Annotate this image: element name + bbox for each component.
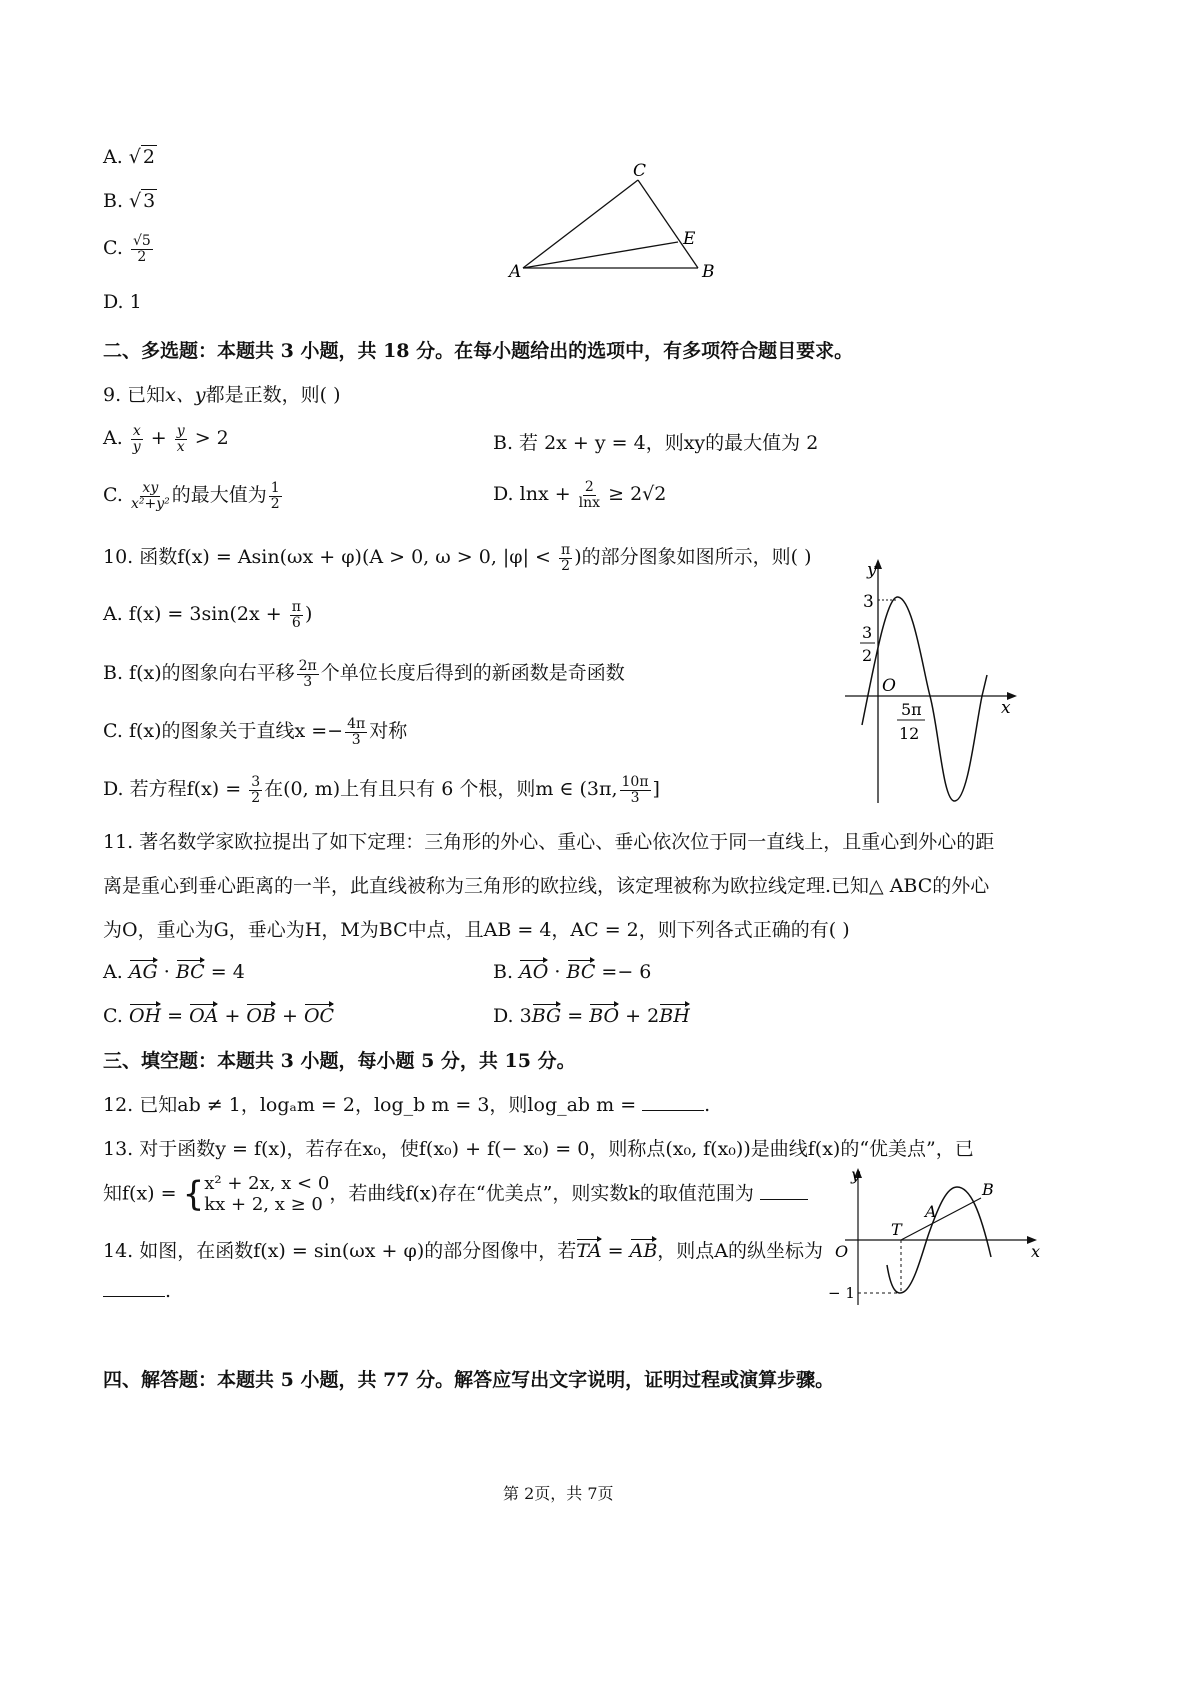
label-a: A bbox=[925, 1202, 937, 1221]
option-text: B. f(x)的图象向右平移 bbox=[103, 662, 295, 684]
q10-option-c bbox=[103, 716, 407, 747]
vector: OC bbox=[303, 1005, 335, 1027]
case-1: x² + 2x, x < 0 bbox=[204, 1173, 330, 1194]
frac-num: π bbox=[291, 599, 301, 615]
frac-den: 2 bbox=[270, 495, 280, 512]
origin-label: O bbox=[835, 1242, 849, 1261]
y-label: y bbox=[851, 1165, 861, 1184]
q12 bbox=[103, 1090, 710, 1117]
fraction bbox=[620, 775, 651, 805]
frac-den: 2 bbox=[561, 557, 571, 574]
vector: OA bbox=[189, 1005, 219, 1027]
sine-curve bbox=[862, 597, 987, 801]
option-text: 对称 bbox=[369, 720, 408, 742]
option-label: C. bbox=[103, 1005, 123, 1027]
side-cb bbox=[638, 180, 698, 268]
fraction bbox=[345, 717, 367, 747]
y-label: y bbox=[867, 560, 877, 580]
frac-num: 10π bbox=[621, 773, 649, 790]
vector: AB bbox=[629, 1240, 658, 1262]
frac-num: xy bbox=[142, 479, 159, 496]
frac-num: 3 bbox=[251, 773, 261, 790]
answer-blank[interactable] bbox=[103, 1282, 165, 1297]
frac-den: x²+y² bbox=[130, 495, 170, 512]
question-text: 14. 如图，在函数f(x) = sin(ωx + φ)的部分图像中，若 bbox=[103, 1240, 577, 1262]
vector: BC bbox=[566, 961, 596, 983]
answer-blank[interactable] bbox=[642, 1096, 704, 1111]
vector: BG bbox=[531, 1005, 562, 1027]
frac-den: 3 bbox=[630, 789, 640, 806]
q14-line2 bbox=[103, 1280, 171, 1302]
option-label: A. bbox=[103, 427, 123, 450]
vector: TA bbox=[576, 1240, 602, 1262]
frac-den: 2 bbox=[137, 248, 147, 265]
minus-one-label: − 1 bbox=[828, 1284, 855, 1302]
question-text: ，若曲线f(x)存在“优美点”，则实数k的取值范围为 bbox=[329, 1182, 754, 1205]
frac-den: 6 bbox=[291, 614, 301, 631]
q11-option-a: A. AG · BC = 4 bbox=[103, 961, 245, 983]
option-text: 个单位长度后得到的新函数是奇函数 bbox=[320, 662, 625, 684]
option-text: D. lnx + bbox=[493, 483, 571, 506]
fraction bbox=[559, 543, 572, 573]
q10-sine-graph bbox=[835, 555, 1025, 810]
label-e: E bbox=[683, 229, 696, 249]
option-label: A. bbox=[103, 961, 123, 983]
option-text: C. f(x)的图象关于直线x =− bbox=[103, 720, 344, 742]
q14-sine-graph bbox=[825, 1165, 1050, 1310]
label-b: B bbox=[702, 262, 715, 282]
label-a: A bbox=[509, 262, 522, 282]
frac-den: 3 bbox=[303, 673, 313, 690]
option-text: 在(0, m)上有且只有 6 个根，则m ∈ (3π, bbox=[264, 778, 618, 800]
question-end: . bbox=[165, 1280, 172, 1302]
question-end: . bbox=[704, 1094, 711, 1116]
segment-ae bbox=[523, 242, 678, 268]
stem-text: 10. 函数f(x) = Asin(ωx + φ)(A > 0, ω > 0, |φ| < bbox=[103, 546, 551, 568]
page-footer: 第 2页，共 7页 bbox=[503, 1484, 614, 1503]
option-label: C. bbox=[103, 237, 123, 260]
stem-var: x、y bbox=[165, 384, 206, 406]
q13-line1: 13. 对于函数y = f(x)，若存在x₀，使f(x₀) + f(− x₀) = 0，则称点(x₀, f(x₀))是曲线f(x)的“优美点”，已 bbox=[103, 1138, 974, 1160]
option-text: ] bbox=[652, 778, 660, 800]
fraction bbox=[131, 234, 153, 264]
brace: { bbox=[182, 1174, 205, 1215]
option-text: D. 若方程f(x) = bbox=[103, 778, 242, 800]
vector: OB bbox=[246, 1005, 276, 1027]
frac-num: 2 bbox=[584, 479, 594, 495]
tick-3-2-num: 3 bbox=[862, 623, 873, 642]
question-text: 知f(x) = bbox=[103, 1182, 177, 1205]
question-text: 12. 已知ab ≠ 1，logₐm = 2，log_b m = 3，则log_ab m = bbox=[103, 1094, 637, 1116]
q11-line3: 为O，重心为G，垂心为H，M为BC中点，且AB = 4，AC = 2，则下列各式正确的有( ) bbox=[103, 919, 850, 941]
frac-num: √5 bbox=[132, 233, 151, 249]
case-2: kx + 2, x ≥ 0 bbox=[204, 1193, 323, 1215]
sqrt-value: 2 bbox=[142, 146, 156, 168]
tick-5pi-num: 5π bbox=[901, 700, 922, 719]
q8-option-b: B. √ 3 bbox=[103, 190, 156, 212]
frac-den: lnx bbox=[578, 494, 601, 511]
q9-option-d bbox=[493, 480, 666, 510]
origin-label: O bbox=[882, 676, 896, 696]
option-label: A. bbox=[103, 146, 123, 168]
option-tail: > 2 bbox=[194, 427, 229, 450]
fraction bbox=[297, 659, 319, 689]
option-tail: =− 6 bbox=[601, 961, 652, 983]
fraction bbox=[290, 600, 303, 630]
vector: OH bbox=[128, 1005, 162, 1027]
fraction bbox=[579, 480, 600, 510]
q8-option-d: D. 1 bbox=[103, 291, 142, 313]
fraction bbox=[131, 481, 170, 511]
label-t: T bbox=[891, 1220, 902, 1239]
vector: AG bbox=[128, 961, 158, 983]
q13-line2 bbox=[103, 1174, 808, 1215]
x-label: x bbox=[1031, 1242, 1041, 1261]
frac-num: 4π bbox=[347, 715, 366, 732]
q14-line1: 14. 如图，在函数f(x) = sin(ωx + φ)的部分图像中，若TA = AB，则点A的纵坐标为 bbox=[103, 1240, 824, 1262]
frac-den: 3 bbox=[351, 731, 361, 748]
tick-3: 3 bbox=[863, 592, 874, 612]
fraction bbox=[269, 481, 282, 511]
tick-3-2-den: 2 bbox=[862, 646, 873, 665]
stem-text: 都是正数，则( ) bbox=[205, 384, 341, 406]
option-text: ) bbox=[304, 603, 313, 626]
sqrt-value: 3 bbox=[143, 190, 156, 212]
vector: BO bbox=[589, 1005, 620, 1027]
frac-num: π bbox=[561, 541, 571, 558]
option-label: C. bbox=[103, 484, 123, 506]
label-b: B bbox=[982, 1180, 994, 1199]
q11-line2: 离是重心到垂心距离的一半，此直线被称为三角形的欧拉线，该定理被称为欧拉线定理.已知△ ABC的外心 bbox=[103, 875, 990, 897]
q10-option-b bbox=[103, 658, 625, 689]
option-label: B. bbox=[103, 190, 124, 212]
vector: BC bbox=[175, 961, 205, 983]
q10-stem bbox=[103, 542, 812, 573]
q9-option-b: B. 若 2x + y = 4，则xy的最大值为 2 bbox=[493, 432, 819, 454]
frac-num: 2π bbox=[298, 657, 317, 674]
side-ac bbox=[523, 180, 638, 268]
q9-option-a: A. $\frac{x}{y}$ + $\frac{y}{x}$ > 2 bbox=[103, 423, 229, 455]
q11-option-c: C. OH = OA + OB + OC bbox=[103, 1005, 335, 1027]
option-text: 的最大值为 bbox=[171, 484, 267, 506]
option-text: ≥ 2√2 bbox=[608, 483, 667, 506]
fraction: $\frac{x}{y}$ bbox=[132, 423, 141, 455]
q11-option-d: D. 3BG = BO + 2BH bbox=[493, 1005, 690, 1027]
option-tail: = 4 bbox=[210, 961, 245, 983]
q11-option-b: B. AO · BC =− 6 bbox=[493, 961, 652, 983]
section3-heading: 三、填空题：本题共 3 小题，每小题 5 分，共 15 分。 bbox=[103, 1050, 576, 1072]
frac-den: 2 bbox=[251, 789, 261, 806]
q9-stem bbox=[103, 380, 341, 407]
tick-5pi-den: 12 bbox=[899, 724, 920, 743]
vector: AO bbox=[519, 961, 549, 983]
q9-option-c bbox=[103, 480, 284, 511]
stem-text: 9. 已知 bbox=[103, 384, 166, 406]
q8-option-a: A. √ 2 bbox=[103, 146, 156, 168]
fraction: $\frac{y}{x}$ bbox=[176, 423, 185, 455]
option-label: B. bbox=[493, 961, 514, 983]
section4-heading: 四、解答题：本题共 5 小题，共 77 分。解答应写出文字说明，证明过程或演算步骤。 bbox=[103, 1369, 835, 1391]
piecewise-cases bbox=[204, 1174, 329, 1215]
label-c: C bbox=[633, 161, 647, 181]
q10-option-d bbox=[103, 774, 660, 805]
fraction bbox=[249, 775, 262, 805]
frac-num: 1 bbox=[270, 479, 280, 496]
stem-text: )的部分图象如图所示，则( ) bbox=[574, 546, 812, 568]
q10-option-a bbox=[103, 600, 312, 630]
section2-heading: 二、多选题：本题共 3 小题，共 18 分。在每小题给出的选项中，有多项符合题目要求。 bbox=[103, 340, 854, 362]
q11-line1: 11. 著名数学家欧拉提出了如下定理：三角形的外心、重心、垂心依次位于同一直线上，且重心到外心的距 bbox=[103, 831, 995, 853]
question-text: ，则点A的纵坐标为 bbox=[657, 1240, 824, 1262]
x-label: x bbox=[1001, 698, 1011, 718]
option-label: D. 3 bbox=[493, 1005, 532, 1027]
option-text: A. f(x) = 3sin(2x + bbox=[103, 603, 282, 626]
answer-blank[interactable] bbox=[760, 1185, 808, 1200]
triangle-figure bbox=[505, 160, 725, 285]
q8-option-c bbox=[103, 234, 155, 264]
vector: BH bbox=[659, 1005, 690, 1027]
